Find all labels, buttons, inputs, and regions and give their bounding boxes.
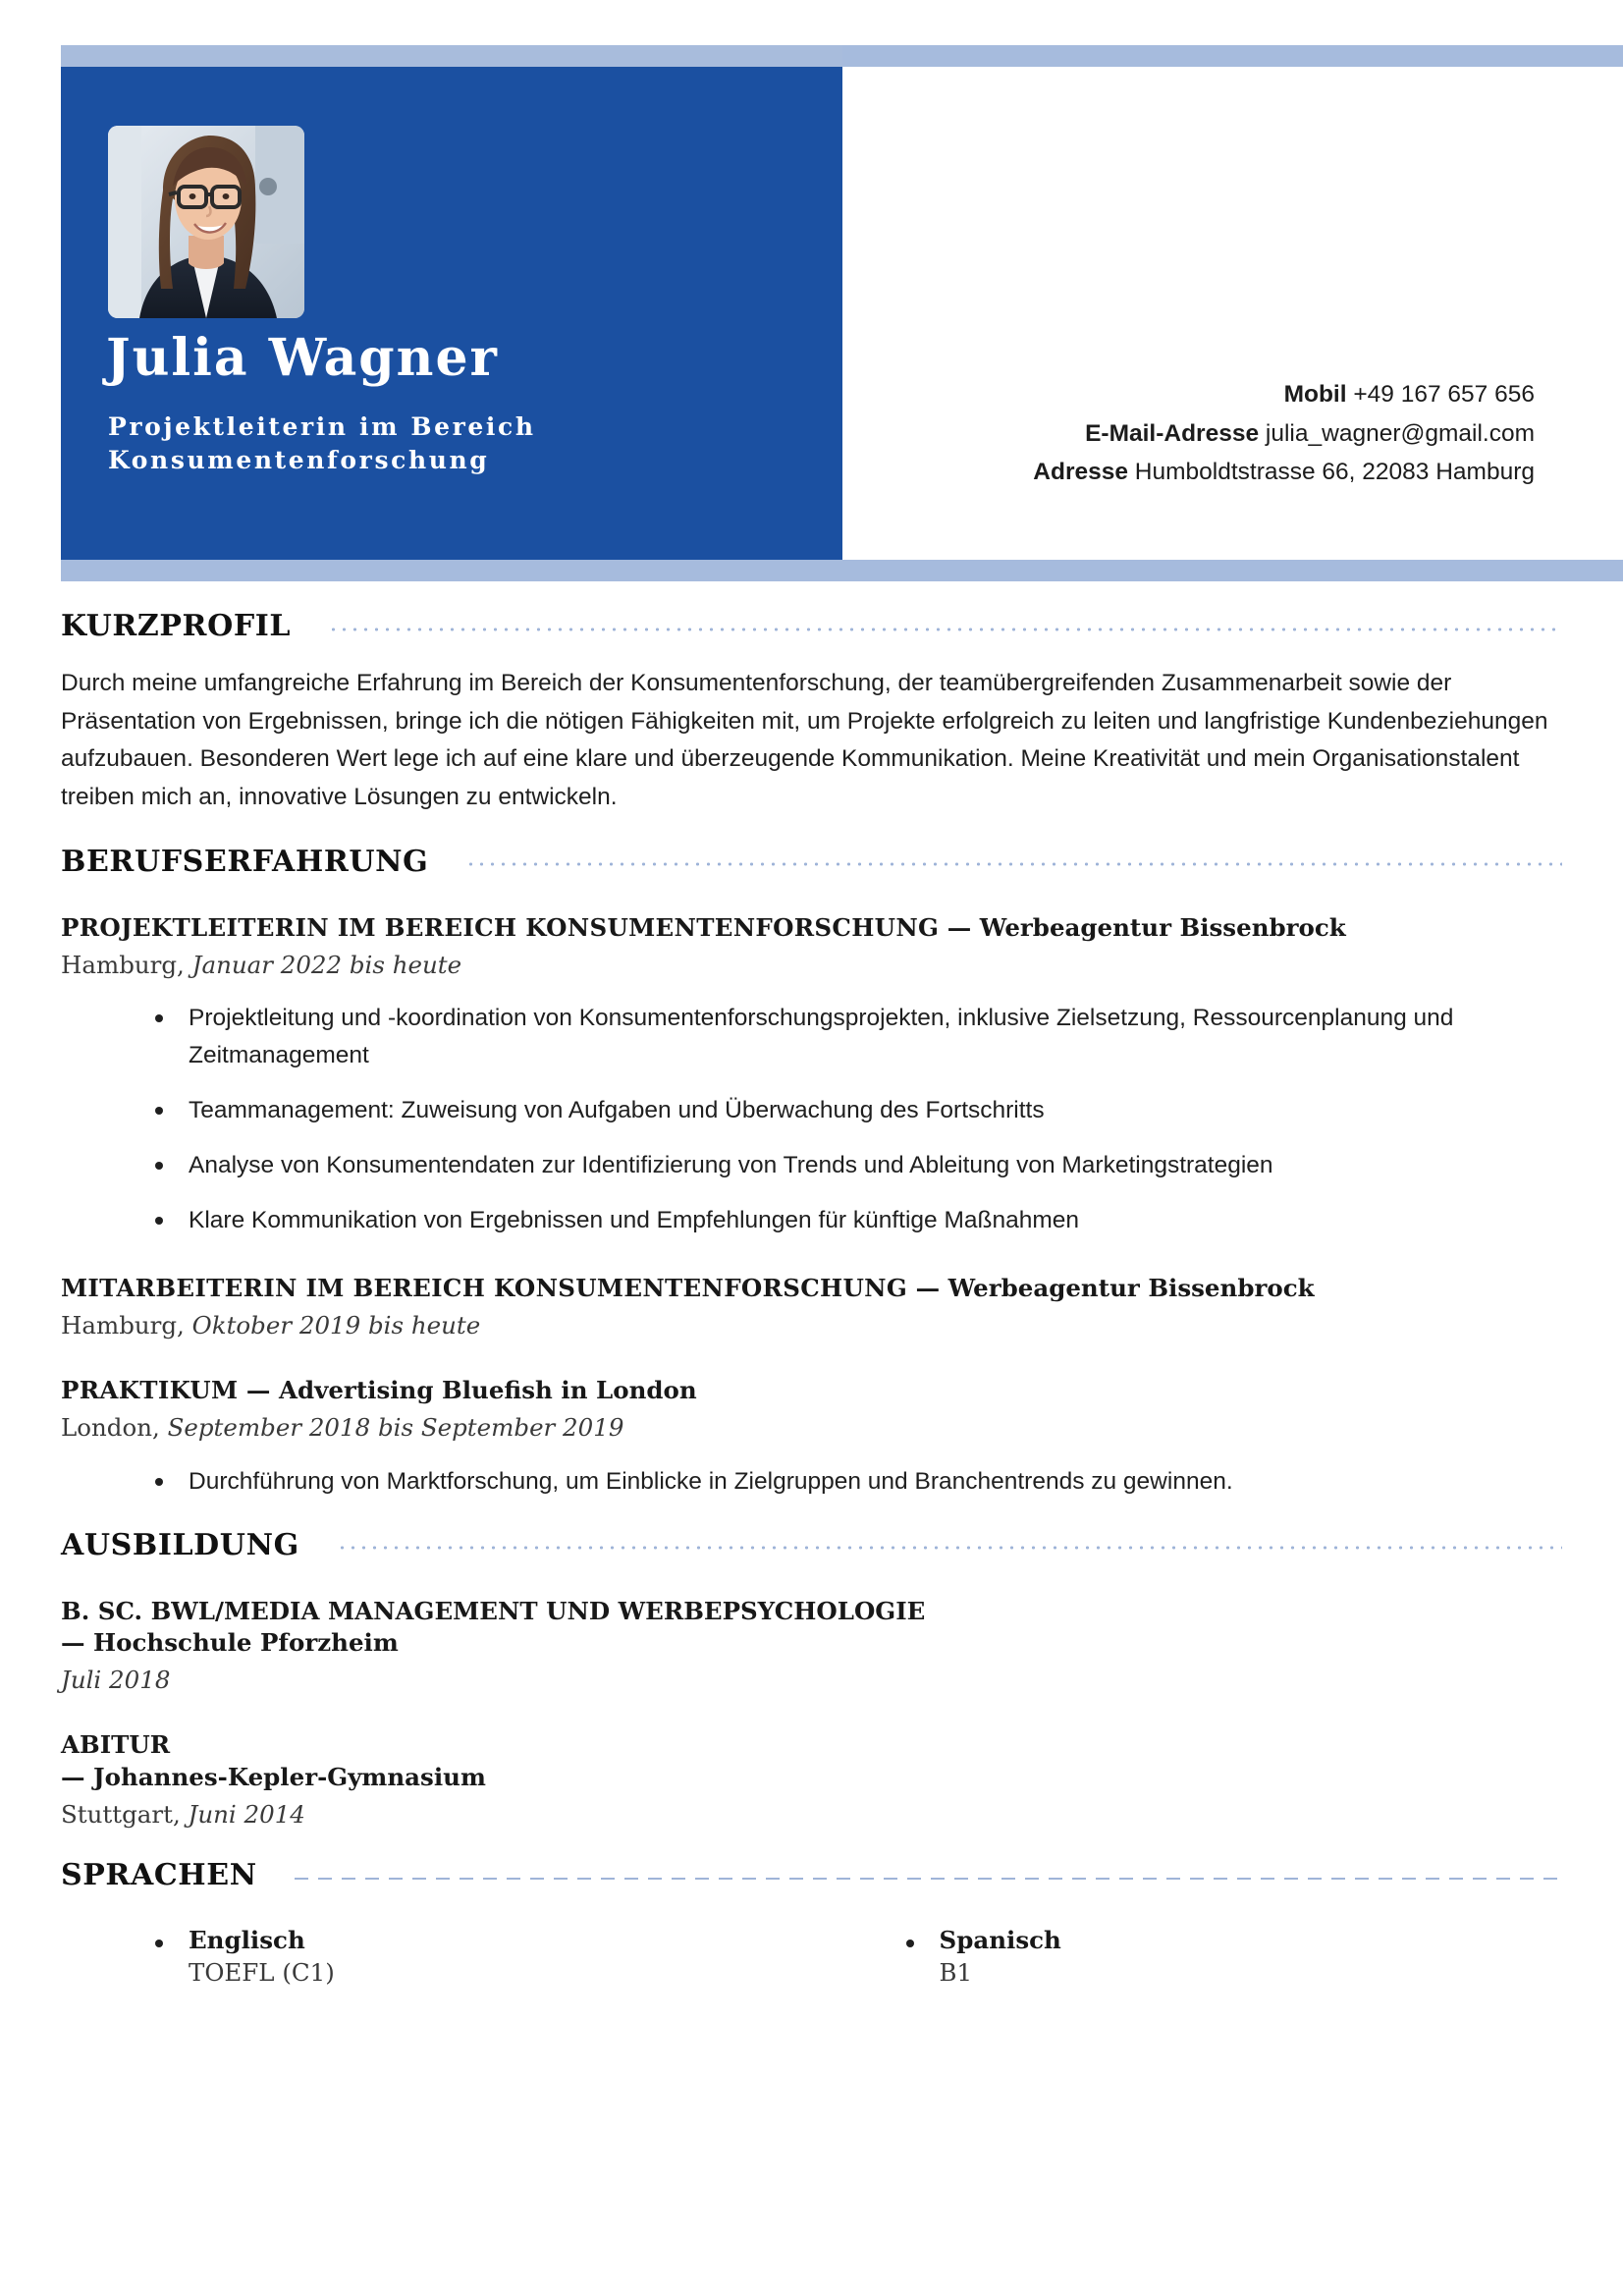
avatar [108, 126, 304, 318]
experience-entry-meta [61, 1310, 1562, 1341]
experience-bullet-list [61, 1463, 1562, 1501]
experience-company: Werbeagentur Bissenbrock [979, 912, 1346, 942]
contact-phone-value: +49 167 657 656 [1353, 381, 1535, 408]
contact-block [1033, 375, 1535, 492]
contact-phone-label: Mobil [1283, 381, 1347, 408]
education-entry [0, 1729, 1623, 1831]
experience-separator: — [907, 1274, 948, 1303]
experience-company: Werbeagentur Bissenbrock [947, 1274, 1315, 1303]
education-period-value: Juli 2018 [61, 1666, 171, 1695]
education-period [61, 1665, 1562, 1696]
language-level: B1 [939, 1957, 973, 1987]
language-item [61, 1926, 812, 1987]
experience-location: Hamburg, [61, 950, 192, 979]
languages-grid [0, 1926, 1623, 1987]
section-divider-dots [337, 1546, 1562, 1550]
section-divider-dots [465, 862, 1562, 866]
contact-email [1033, 414, 1535, 454]
portrait-photo-icon [108, 126, 304, 318]
list-item: Teammanagement: Zuweisung von Aufgaben und Überwachung des Fortschritts [189, 1092, 1562, 1129]
section-divider-dashes [295, 1878, 1562, 1880]
list-item: Durchführung von Marktforschung, um Einblicke in Zielgruppen und Branchentrends zu gewinnen. [189, 1463, 1562, 1501]
experience-entry-title [61, 1273, 1562, 1305]
section-divider-dots [328, 628, 1562, 631]
experience-separator: — [939, 912, 980, 942]
experience-separator: — [238, 1376, 279, 1404]
education-location: Stuttgart, [61, 1799, 189, 1829]
contact-phone [1033, 375, 1535, 414]
contact-address-label: Adresse [1033, 459, 1128, 486]
experience-period: Oktober 2019 bis heute [191, 1311, 481, 1340]
experience-entry-meta [61, 1412, 1562, 1444]
language-name: Englisch [189, 1925, 305, 1954]
experience-entry [0, 1273, 1623, 1341]
experience-period: September 2018 bis September 2019 [167, 1412, 624, 1442]
section-title-languages: SPRACHEN [61, 1857, 257, 1892]
experience-entry-meta [61, 950, 1562, 981]
language-name: Spanisch [939, 1925, 1061, 1954]
resume-body [0, 581, 1623, 1987]
experience-location: London, [61, 1412, 168, 1442]
header-bottom-accent-bar [61, 560, 1623, 581]
education-degree: B. SC. BWL/MEDIA MANAGEMENT UND WERBEPSYCHOLOGIE [61, 1596, 926, 1625]
education-period-value: Juni 2014 [188, 1799, 305, 1829]
list-item: Analyse von Konsumentendaten zur Identifizierung von Trends und Ableitung von Marketingstrategien [189, 1147, 1562, 1184]
language-level: TOEFL (C1) [189, 1957, 335, 1987]
contact-address-value: Humboldtstrasse 66, 22083 Hamburg [1134, 459, 1535, 486]
experience-bullet-list [61, 1000, 1562, 1239]
contact-email-label: E-Mail-Adresse [1085, 419, 1260, 447]
experience-entry [0, 912, 1623, 1240]
section-title-education: AUSBILDUNG [61, 1527, 299, 1562]
section-title-experience: BERUFSERFAHRUNG [61, 844, 429, 879]
experience-entry [0, 1375, 1623, 1501]
experience-company: Advertising Bluefish in London [278, 1376, 697, 1404]
experience-entry-title [61, 1375, 1562, 1407]
section-header-education [0, 1528, 1623, 1562]
language-item [812, 1926, 1563, 1987]
education-institution: — Johannes-Kepler-Gymnasium [61, 1762, 486, 1791]
education-degree: ABITUR [61, 1730, 171, 1760]
section-header-experience [0, 845, 1623, 879]
page-title: Julia Wagner [106, 328, 499, 388]
section-header-profile [0, 609, 1623, 643]
list-item: Klare Kommunikation von Ergebnissen und Empfehlungen für künftige Maßnahmen [189, 1202, 1562, 1239]
education-period [61, 1799, 1562, 1831]
experience-location: Hamburg, [61, 1311, 192, 1340]
list-item: Projektleitung und -koordination von Konsumentenforschungsprojekten, inklusive Zielsetzung, Ressourcenplanung und Zeitmanagement [189, 1000, 1562, 1074]
resume-header [0, 0, 1623, 530]
experience-entry-title [61, 912, 1562, 945]
header-top-accent-bar-left [61, 45, 842, 67]
education-entry [0, 1596, 1623, 1697]
experience-period: Januar 2022 bis heute [191, 950, 462, 979]
experience-role: PROJEKTLEITERIN IM BEREICH KONSUMENTENFORSCHUNG [61, 912, 940, 942]
job-title: Projektleiterin im Bereich Konsumentenforschung [108, 412, 536, 474]
section-header-languages [0, 1858, 1623, 1892]
contact-email-value[interactable]: julia_wagner@gmail.com [1265, 419, 1535, 447]
profile-text: Durch meine umfangreiche Erfahrung im Bereich der Konsumentenforschung, der teamübergreifenden Zusammenarbeit sowie der Präsentation von Ergebnissen, bringe ich die nötigen Fähigkeiten mit, um Projekte erfolgreich zu leiten und langfristige Kundenbeziehungen aufzubauen. Besonderen Wert lege ich auf eine klare und überzeugende Kommunikation. Meine Kreativität und mein Organisationstalent treiben mich an, innovative Lösungen zu entwickeln. [61, 670, 1548, 811]
experience-role: MITARBEITERIN IM BEREICH KONSUMENTENFORSCHUNG [61, 1274, 908, 1303]
experience-role: PRAKTIKUM [61, 1376, 239, 1404]
section-title-profile: KURZPROFIL [61, 609, 292, 643]
contact-address [1033, 453, 1535, 492]
education-institution: — Hochschule Pforzheim [61, 1628, 399, 1658]
